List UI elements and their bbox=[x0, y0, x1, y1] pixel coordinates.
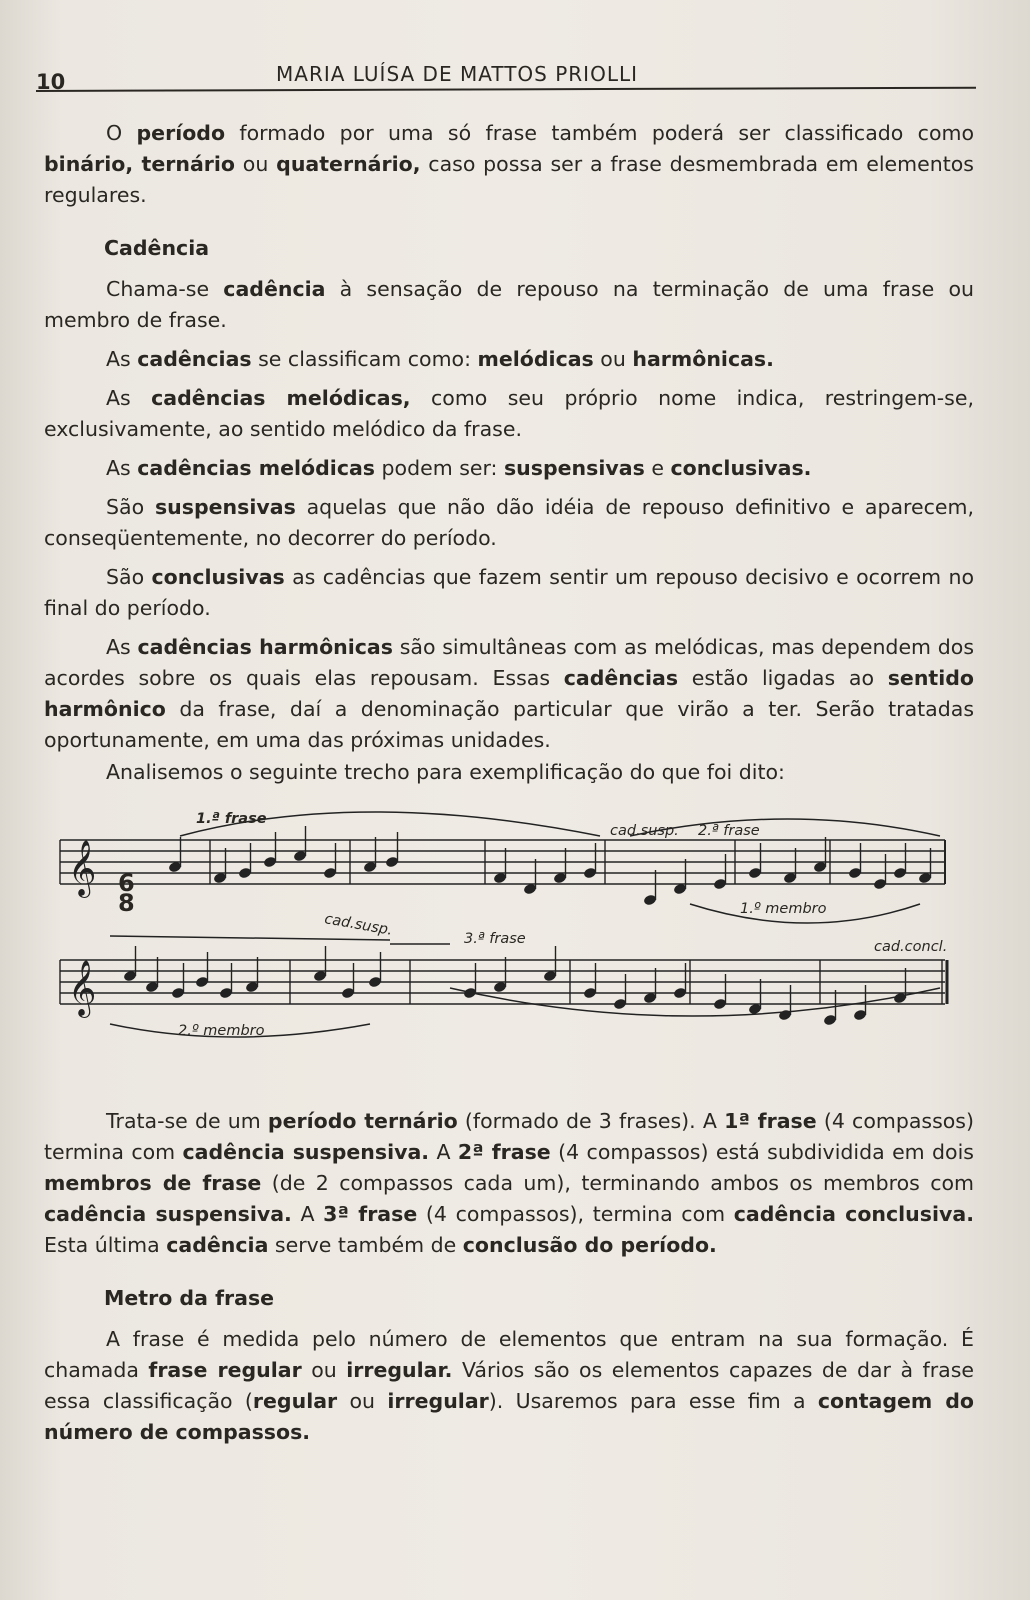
paragraph-harmonicas: As cadências harmônicas são simultâneas com as melódicas, mas dependem dos acordes sobre os quais elas repousam. Essas cadências estão ligadas ao sentido harmônico da frase, daí a denominação particular que virão a ter. Serão tratadas oportunamente, em uma das próximas unidades. bbox=[44, 635, 975, 752]
heading-cadencia: Cadência bbox=[104, 236, 210, 260]
paragraph-metro: A frase é medida pelo número de elementos que entram na sua formação. É chamada frase regular ou irregular. Vários são os elementos capazes de dar à frase essa classificação (regular ou irregular). Usaremos para esse fim a contagem do número de compassos. bbox=[44, 1327, 974, 1444]
paragraph-tipos: As cadências melódicas podem ser: suspensivas e conclusivas. bbox=[106, 456, 812, 480]
staff-2 bbox=[60, 960, 947, 1004]
paragraph-definicao: Chama-se cadência à sensação de repouso na terminação de uma frase ou membro de frase. bbox=[44, 277, 974, 332]
paragraph-suspensivas: São suspensivas aquelas que não dão idéia de repouso definitivo e aparecem, conseqüentemente, no decorrer do período. bbox=[44, 495, 974, 550]
time-signature-bottom: 8 bbox=[118, 889, 135, 917]
label-membro-1: 1.º membro bbox=[740, 901, 827, 917]
page-number: 10 bbox=[36, 70, 66, 94]
label-frase-2: 2.ª frase bbox=[698, 823, 760, 839]
label-membro-2: 2.º membro bbox=[178, 1023, 265, 1039]
treble-clef-icon: 𝄞 bbox=[68, 960, 97, 1016]
paragraph-periodo: O período formado por uma só frase também poderá ser classificado como binário, ternário ou quaternário, caso possa ser a frase desmembrada em elementos regulares. bbox=[44, 121, 975, 207]
label-frase-3: 3.ª frase bbox=[464, 931, 526, 947]
label-cad-concl: cad.concl. bbox=[874, 939, 948, 955]
page-body bbox=[44, 118, 974, 1456]
label-frase-1: 1.ª frase bbox=[196, 811, 267, 827]
treble-clef-icon: 𝄞 bbox=[68, 840, 97, 896]
paragraph-melodicas: As cadências melódicas, como seu próprio nome indica, restringem-se, exclusivamente, ao sentido melódico da frase. bbox=[44, 386, 974, 441]
paragraph-analisemos: Analisemos o seguinte trecho para exemplificação do que foi dito: bbox=[106, 760, 785, 784]
heading-metro: Metro da frase bbox=[104, 1286, 275, 1310]
music-example bbox=[30, 792, 960, 1082]
header-rule bbox=[36, 87, 976, 92]
paragraph-classificacao: As cadências se classificam como: melódicas ou harmônicas. bbox=[106, 347, 774, 371]
time-signature-top: 6 bbox=[118, 869, 135, 897]
label-cad-susp-2: cad.susp. bbox=[323, 911, 394, 939]
running-title: MARIA LUÍSA DE MATTOS PRIOLLI bbox=[276, 62, 638, 86]
paragraph-periodo-ternario: Trata-se de um período ternário (formado de 3 frases). A 1ª frase (4 compassos) termina com cadência suspensiva. A 2ª frase (4 compassos) está subdividida em dois membros de frase (de 2 compassos cada um), terminando ambos os membros com cadência suspensiva. A 3ª frase (4 compassos), termina com cadência conclusiva. Esta última cadência serve também de conclusão do período. bbox=[44, 1109, 975, 1257]
label-cad-susp-1: cad.susp. bbox=[610, 823, 679, 839]
notes-layer bbox=[123, 826, 932, 1026]
paragraph-conclusivas: São conclusivas as cadências que fazem sentir um repouso decisivo e ocorrem no final do período. bbox=[44, 565, 974, 620]
page-header bbox=[36, 62, 966, 92]
